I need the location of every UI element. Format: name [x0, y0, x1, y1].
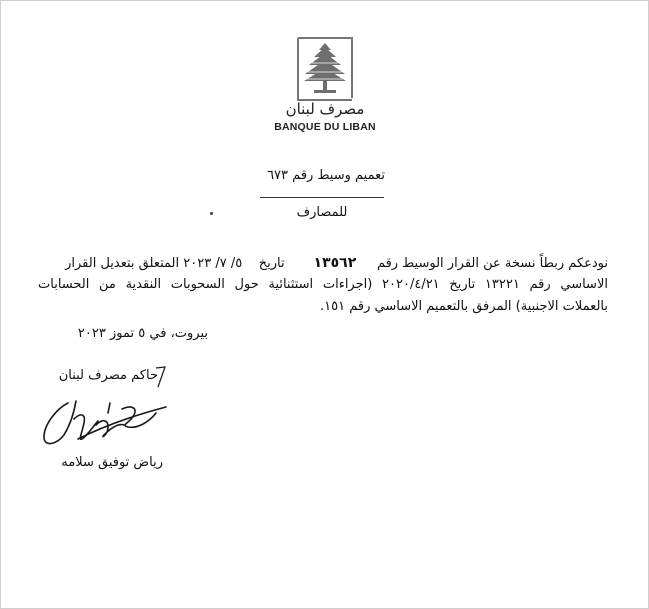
- body-text-subject: المتعلق بتعديل القرار: [65, 256, 180, 271]
- signer-title: حاكم مصرف لبنان: [58, 368, 158, 383]
- handwritten-mark: [154, 365, 168, 389]
- body-line-3: بالعملات الاجنبية) المرفق بالتعميم الاساسي رقم ١٥١.: [320, 299, 608, 314]
- bank-name-latin: BANQUE DU LIBAN: [274, 121, 376, 133]
- body-line-1: [38, 255, 608, 271]
- addressee: للمصارف: [296, 205, 348, 220]
- handwritten-signature: [38, 395, 173, 453]
- body-line-2: الاساسي رقم ١٣٢٢١ تاريخ ٢٠٢٠/٤/٢١ (اجراءات استثنائية حول السحوبات النقدية من الحسابات: [38, 277, 608, 292]
- decision-number: ١٣٥٦٢: [313, 255, 357, 271]
- title-divider: [260, 197, 384, 198]
- decision-date: ٥/ ٧/ ٢٠٢٣: [183, 256, 243, 271]
- stray-mark: [210, 212, 213, 215]
- cedar-tree-icon: [292, 34, 358, 104]
- circular-title: تعميم وسيط رقم ٦٧٣: [267, 168, 385, 183]
- body-text-intro: نودعكم ربطاً نسخة عن القرار الوسيط رقم: [376, 256, 608, 271]
- signer-name: رياض توفيق سلامه: [61, 455, 163, 470]
- cedar-logo: [292, 34, 358, 104]
- body-text-date-label: تاريخ: [258, 256, 285, 271]
- place-and-date: بيروت، في ٥ تموز ٢٠٢٣: [77, 326, 208, 341]
- bank-name-arabic: مصرف لبنان: [285, 100, 365, 118]
